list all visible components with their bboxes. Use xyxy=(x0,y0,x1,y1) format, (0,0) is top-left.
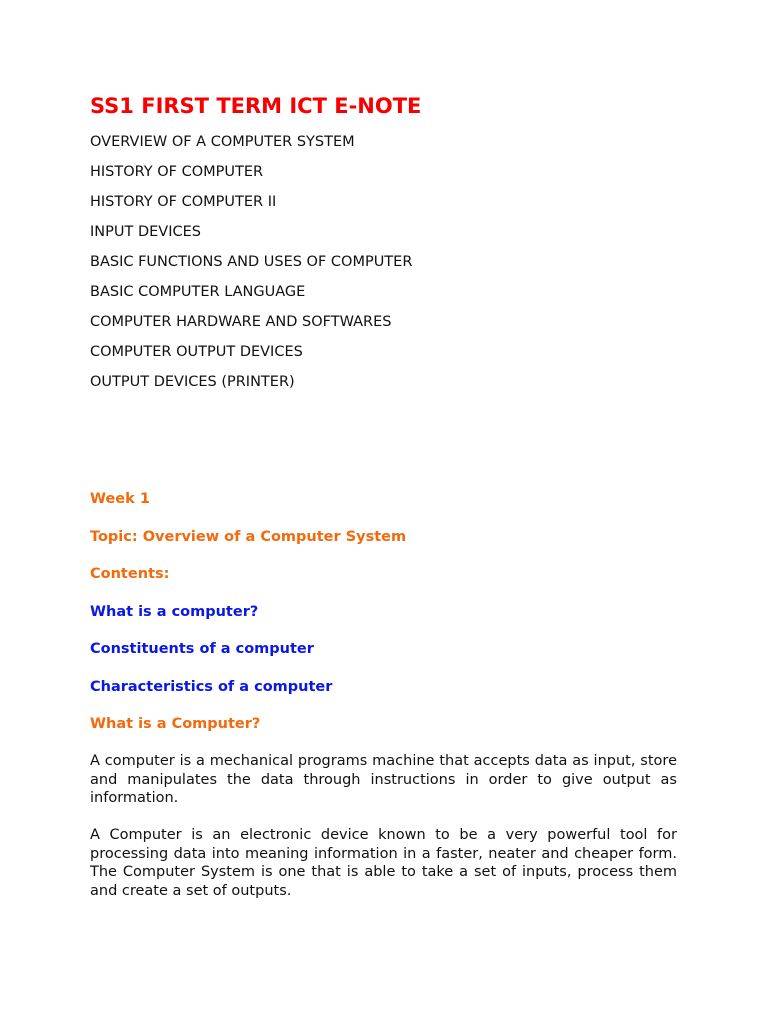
week-heading: Week 1 xyxy=(90,491,150,507)
toc-item: COMPUTER HARDWARE AND SOFTWARES xyxy=(90,314,392,330)
section-heading: What is a Computer? xyxy=(90,716,261,732)
toc-item: OVERVIEW OF A COMPUTER SYSTEM xyxy=(90,134,355,150)
toc-item: BASIC COMPUTER LANGUAGE xyxy=(90,284,306,300)
topic-heading: Topic: Overview of a Computer System xyxy=(90,528,407,545)
toc-item: INPUT DEVICES xyxy=(90,224,201,240)
contents-item: Constituents of a computer xyxy=(90,641,314,657)
contents-label: Contents: xyxy=(90,566,170,582)
contents-item: What is a computer? xyxy=(90,603,259,620)
toc-item: HISTORY OF COMPUTER II xyxy=(90,194,277,210)
toc-item: BASIC FUNCTIONS AND USES OF COMPUTER xyxy=(90,254,413,270)
lesson-headings xyxy=(90,489,406,752)
body-paragraph: A Computer is an electronic device known to be a very powerful tool for processing data into meaning information in a faster, neater and cheaper form. The Computer System is one that is able to take a set of inputs, process them and create a set of outputs. xyxy=(90,827,677,899)
body-paragraph: A computer is a mechanical programs machine that accepts data as input, store and manipulates the data through instructions in order to give output as information. xyxy=(90,753,677,806)
contents-item: Characteristics of a computer xyxy=(90,678,333,695)
document-title: SS1 FIRST TERM ICT E-NOTE xyxy=(90,94,422,118)
toc-item: COMPUTER OUTPUT DEVICES xyxy=(90,344,303,360)
toc-item: HISTORY OF COMPUTER xyxy=(90,164,264,180)
table-of-contents xyxy=(90,132,412,402)
toc-item: OUTPUT DEVICES (PRINTER) xyxy=(90,374,295,390)
